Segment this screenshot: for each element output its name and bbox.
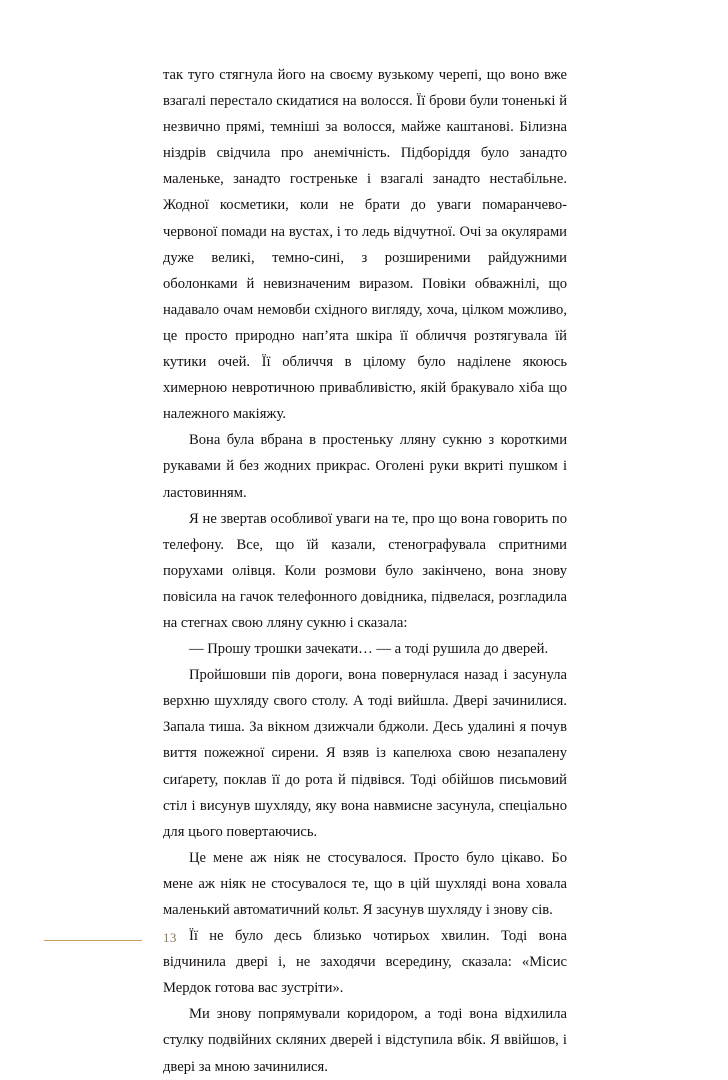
page-number: 13 <box>163 930 177 945</box>
paragraph: Вона була вбрана в простеньку лляну сукню з короткими рукавами й без жодних прикрас. Оголені руки вкриті пушком і ластовинням. <box>163 432 567 501</box>
paragraph: Це мене аж ніяк не стосувалося. Просто було цікаво. Бо мене аж ніяк не стосувалося те, що в цій шухляді вона ховала маленький автоматичний кольт. Я засунув шухляду і знову сів. <box>163 849 567 918</box>
paragraph: — Прошу трошки зачекати… — а тоді рушила до дверей. <box>189 641 549 658</box>
paragraph: так туго стягнула його на своєму вузькому черепі, що воно вже взагалі перестало скидатися на волосся. Її брови були тоненькі й незвично прямі, темніші за волосся, майже каштанові. Білизна ніздрів свідчила про анемічність. Підборіддя було занадто маленьке, занадто гостреньке і взагалі занадто нестабільне. Жодної косметики, коли не брати до уваги помаранчево-червоної помади на вустах, і то ледь відчутної. Очі за окулярами дуже великі, темно-сині, з розширеними райдужними оболонками й невизначеним виразом. Повіки обважнілі, що надавало очам немовби східного вигляду, хоча, цілком можливо, це просто природно нап’ята шкіра її обличчя розтягувала їй кутики очей. Її обличчя в цілому було наділене якоюсь химерною невротичною привабливістю, якій бракувало хіба що належного макіяжу. <box>163 67 567 423</box>
paragraph: Її не було десь близько чотирьох хвилин. Тоді вона відчинила двері і, не заходячи всередину, сказала: «Місис Мердок готова вас зустріти». <box>163 928 567 997</box>
paragraph: Я не звертав особливої уваги на те, про що вона говорить по телефону. Все, що їй казали, стенографувала спритними порухами олівця. Коли розмови було закінчено, вона знову повісила на гачок телефонного довідника, підвелася, розгладила на стегнах свою лляну сукню і сказала: <box>163 510 567 631</box>
paragraph: Ми знову попрямували коридором, а тоді вона відхилила стулку подвійних скляних дверей і відступила вбік. Я ввійшов, і двері за мною зачинилися. <box>163 1006 567 1075</box>
page-text-block <box>163 62 567 1080</box>
footer-rule <box>44 940 142 941</box>
page-footer <box>0 930 728 960</box>
paragraph: Пройшовши пів дороги, вона повернулася назад і засунула верхню шухляду свого столу. А тоді вийшла. Двері зачинилися. Запала тиша. За вікном дзижчали бджоли. Десь удалині я почув виття пожежної сирени. Я взяв із капелюха свою незапалену сиґарету, поклав її до рота й підвівся. Тоді обійшов письмовий стіл і висунув шухляду, яку вона навмисне засунула, спеціально для цього повертаючись. <box>163 667 567 840</box>
